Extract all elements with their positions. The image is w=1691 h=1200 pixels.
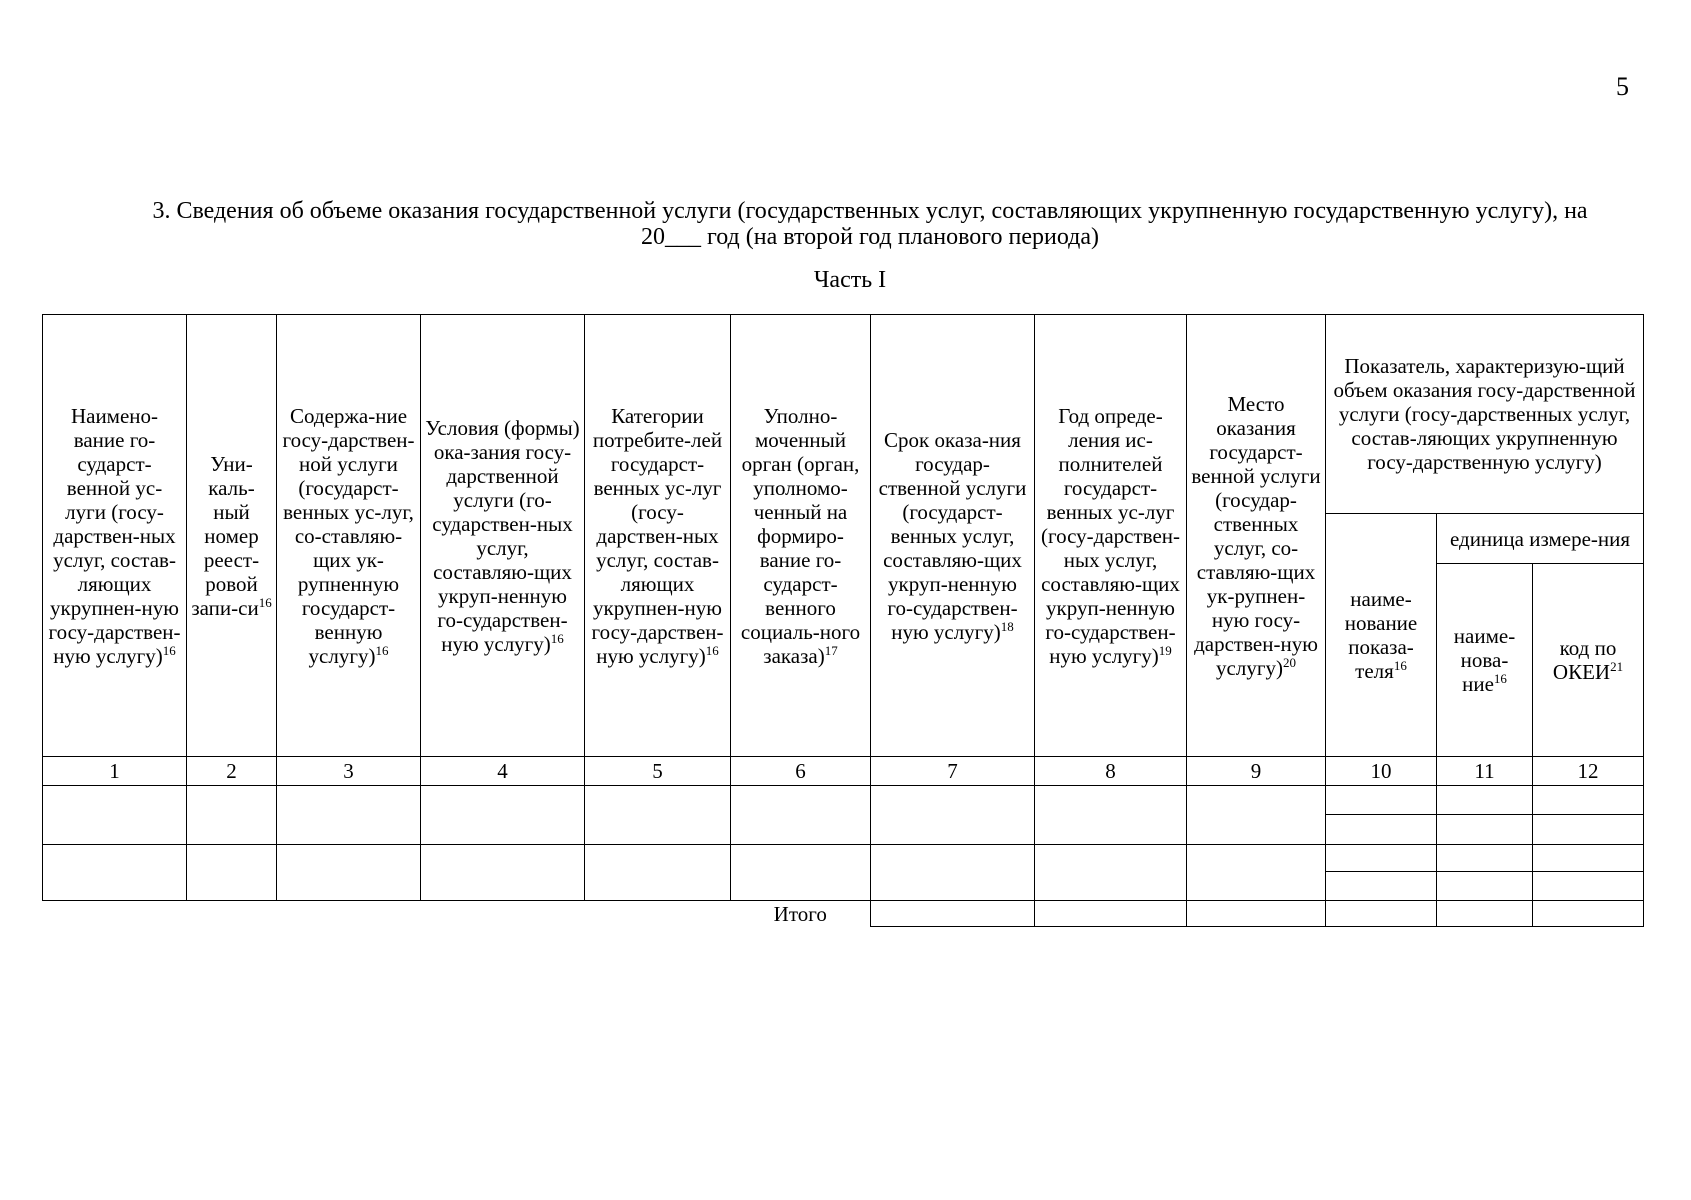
spacer (43, 901, 187, 927)
empty-cell[interactable] (1533, 901, 1644, 927)
page-number: 5 (1616, 72, 1629, 101)
header-indicator-name: наиме-нование показа-теля$^{16}$ (1326, 514, 1437, 757)
empty-cell[interactable] (1187, 845, 1326, 901)
col-number: 12 (1533, 757, 1644, 786)
empty-cell[interactable] (1533, 845, 1644, 872)
empty-cell[interactable] (187, 845, 277, 901)
header-unit-group: единица измере-ния (1437, 514, 1644, 564)
empty-cell[interactable] (1326, 815, 1437, 845)
total-label: Итого (731, 901, 871, 927)
empty-cell[interactable] (1035, 845, 1187, 901)
col-number: 10 (1326, 757, 1437, 786)
empty-cell[interactable] (1035, 901, 1187, 927)
table-row (43, 786, 1644, 815)
empty-cell[interactable] (1533, 815, 1644, 845)
spacer (187, 901, 277, 927)
col-number: 11 (1437, 757, 1533, 786)
col-number: 1 (43, 757, 187, 786)
empty-cell[interactable] (1437, 872, 1533, 901)
spacer (277, 901, 421, 927)
empty-cell[interactable] (187, 786, 277, 845)
empty-cell[interactable] (1326, 845, 1437, 872)
empty-cell[interactable] (277, 845, 421, 901)
header-registry-number: Уни-каль-ный номер реест-ровой запи-$си^{16}$ (187, 315, 277, 757)
empty-cell[interactable] (1437, 845, 1533, 872)
header-unit-name: наиме-нова-ние$^{16}$ (1437, 564, 1533, 757)
empty-cell[interactable] (1437, 815, 1533, 845)
part-label: Часть I (813, 267, 887, 293)
header-service-term: Срок оказа-ния государ-ственной услуги (государст-венных услуг, составляю-щих укруп-ненную го-сударствен-ную услугу)$^{18}$ (871, 315, 1035, 757)
section-title: 3. Сведения об объеме оказания государственной услуги (государственных услуг, составляющих укрупненную государственную услугу), на 20___ год (на второй год планового периода) (152, 198, 1588, 250)
empty-cell[interactable] (1437, 786, 1533, 815)
empty-cell[interactable] (277, 786, 421, 845)
empty-cell[interactable] (871, 901, 1035, 927)
total-row (43, 901, 1644, 927)
empty-cell[interactable] (421, 786, 585, 845)
header-consumer-categories: Категории потребите-лей государст-венных ус-луг (госу-дарствен-ных услуг, состав-ляющих укрупнен-ную госу-дарствен-ную услугу)$^{16}$ (585, 315, 731, 757)
empty-cell[interactable] (585, 786, 731, 845)
empty-cell[interactable] (1533, 872, 1644, 901)
header-okei-code: код по ОКЕИ$^{21}$ (1533, 564, 1644, 757)
empty-cell[interactable] (731, 786, 871, 845)
col-number: 7 (871, 757, 1035, 786)
col-number: 9 (1187, 757, 1326, 786)
empty-cell[interactable] (871, 845, 1035, 901)
empty-cell[interactable] (1326, 901, 1437, 927)
empty-cell[interactable] (1533, 786, 1644, 815)
empty-cell[interactable] (43, 845, 187, 901)
table-row (43, 845, 1644, 872)
col-number: 5 (585, 757, 731, 786)
empty-cell[interactable] (1035, 786, 1187, 845)
spacer (421, 901, 585, 927)
empty-cell[interactable] (1187, 786, 1326, 845)
header-service-name: Наимено-вание го-сударст-венной ус-луги (госу-дарствен-ных услуг, состав-ляющих укрупнен-ную госу-дарствен-ную услугу)$^{16}$ (43, 315, 187, 757)
spacer (585, 901, 731, 927)
header-executor-year: Год опреде-ления ис-полнителей государст-венных ус-луг (госу-дарствен-ных услуг, составляю-щих укруп-ненную го-сударствен-ную услугу)$^{19}$ (1035, 315, 1187, 757)
empty-cell[interactable] (1437, 901, 1533, 927)
col-number: 2 (187, 757, 277, 786)
empty-cell[interactable] (585, 845, 731, 901)
header-authorized-body: Уполно-моченный орган (орган, уполномо-ченный на формиро-вание го-сударст-венного социаль-ного заказа)$^{17}$ (731, 315, 871, 757)
col-number: 3 (277, 757, 421, 786)
empty-cell[interactable] (421, 845, 585, 901)
header-service-content: Содержа-ние госу-дарствен-ной услуги (государст-венных ус-луг, со-ставляю-щих ук-рупненную государст-венную услугу)$^{16}$ (277, 315, 421, 757)
col-number: 8 (1035, 757, 1187, 786)
header-service-place: Место оказания государст-венной услуги (государ-ственных услуг, со-ставляю-щих ук-рупнен-ную госу-дарствен-ную услугу)$^{20}$ (1187, 315, 1326, 757)
empty-cell[interactable] (871, 786, 1035, 845)
empty-cell[interactable] (43, 786, 187, 845)
header-service-conditions: Условия (формы) ока-зания госу-дарственной услуги (го-сударствен-ных услуг, составляю-щих укруп-ненную го-сударствен-ную услугу)$^{16}$ (421, 315, 585, 757)
col-number: 4 (421, 757, 585, 786)
empty-cell[interactable] (1187, 901, 1326, 927)
empty-cell[interactable] (1326, 872, 1437, 901)
col-number: 6 (731, 757, 871, 786)
empty-cell[interactable] (731, 845, 871, 901)
column-numbers-row (43, 757, 1644, 786)
empty-cell[interactable] (1326, 786, 1437, 815)
volume-form-table (42, 314, 1644, 927)
header-indicator-group: Показатель, характеризую-щий объем оказания госу-дарственной услуги (госу-дарственных услуг, состав-ляющих укрупненную госу-дарственную услугу) (1326, 315, 1644, 514)
